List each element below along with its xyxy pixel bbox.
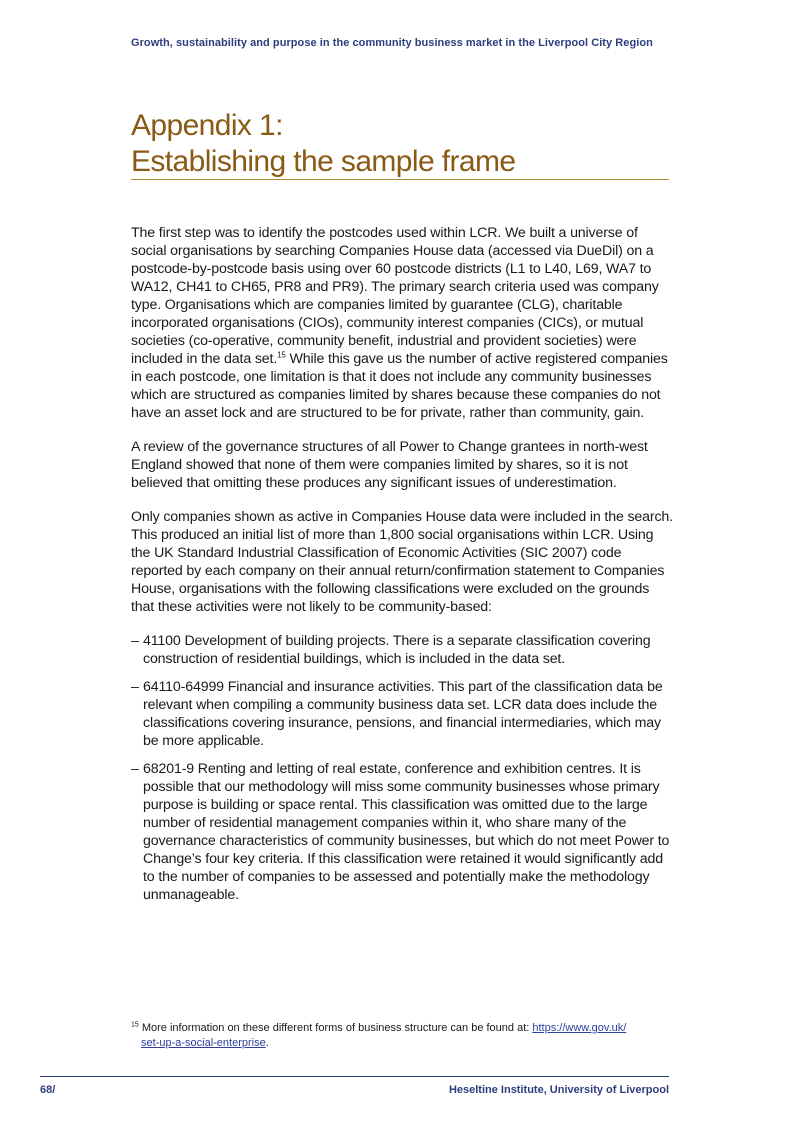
bullet-dash: – — [131, 633, 139, 649]
paragraph-2: A review of the governance structures of all Power to Change grantees in north-west England showed that none of them were companies limited by shares, so it is not believed that omitting these produces any significant issues of underestimation. — [131, 439, 648, 491]
title-divider — [131, 179, 669, 180]
paragraph-1 — [131, 224, 673, 422]
page-number: 68/ — [40, 1084, 56, 1096]
footnote-end: . — [265, 1037, 269, 1049]
title-line-1: Appendix 1: — [131, 109, 283, 142]
page-title — [131, 108, 669, 180]
footnote-link-continued[interactable]: set-up-a-social-enterprise — [141, 1037, 266, 1049]
list-item-text: 68201-9 Renting and letting of real estate, conference and exhibition centres. It is possible that our methodology will miss some community businesses whose primary purpose is building or space rental. This classification was omitted due to the large number of residential management companies within it, who share many of the governance characteristics of community businesses, but which do not meet Power to Change’s four key criteria. If this classification were retained it would significantly add to the number of companies to be assessed and potentially make the methodology unmanageable. — [143, 761, 670, 903]
list-item-text: 64110-64999 Financial and insurance activities. This part of the classification data be relevant when compiling a community business data set. LCR data does include the classifications covering insurance, pensions, and financial intermediaries, which may be more applicable. — [143, 679, 663, 749]
title-line-2: Establishing the sample frame — [131, 145, 516, 178]
footnote-reference[interactable]: 15 — [277, 350, 286, 360]
bullet-dash: – — [131, 761, 139, 777]
running-header: Growth, sustainability and purpose in the community business market in the Liverpool City Region — [131, 37, 653, 49]
footnote — [131, 1021, 651, 1051]
footnote-text: More information on these different forms of business structure can be found at: — [138, 1022, 533, 1034]
exclusion-list — [131, 632, 673, 904]
footer-organisation: Heseltine Institute, University of Liverpool — [448, 1084, 669, 1096]
paragraph-1-end: While this gave us the number of active registered companies in each postcode, one limitation is that it does not include any community businesses which are structured as companies limited by shares because these companies do not have an asset lock and are structured to be for private, rather than community, gain. — [131, 351, 668, 421]
paragraph-1-start: The first step was to identify the postcodes used within LCR. We built a universe of social organisations by searching Companies House data (accessed via DueDil) on a postcode-by-postcode basis using over 60 postcode districts (L1 to L40, L69, WA7 to WA12, CH41 to CH65, PR8 and PR9). The primary search criteria used was company type. Organisations which are companies limited by guarantee (CLG), charitable incorporated organisations (CIOs), community interest companies (CICs), or mutual societies (co-operative, community benefit, industrial and provident societies) were included in the data set. — [131, 225, 659, 367]
paragraph-3: Only companies shown as active in Companies House data were included in the search. This produced an initial list of more than 1,800 social organisations within LCR. Using the UK Standard Industrial Classification of Economic Activities (SIC 2007) code reported by each company on their annual return/confirmation statement to Companies House, organisations with the following classifications were excluded on the grounds that these activities were not likely to be community-based: — [131, 509, 673, 615]
list-item-text: 41100 Development of building projects. There is a separate classification covering construction of residential buildings, which is included in the data set. — [143, 633, 651, 667]
list-item — [131, 632, 673, 668]
body-text — [131, 224, 673, 914]
list-item — [131, 678, 673, 750]
bullet-dash: – — [131, 679, 139, 695]
list-item — [131, 760, 673, 904]
footnote-number: 15 — [131, 1021, 139, 1029]
footer-divider — [40, 1076, 669, 1077]
footnote-link[interactable]: https://www.gov.uk/ — [532, 1022, 627, 1034]
